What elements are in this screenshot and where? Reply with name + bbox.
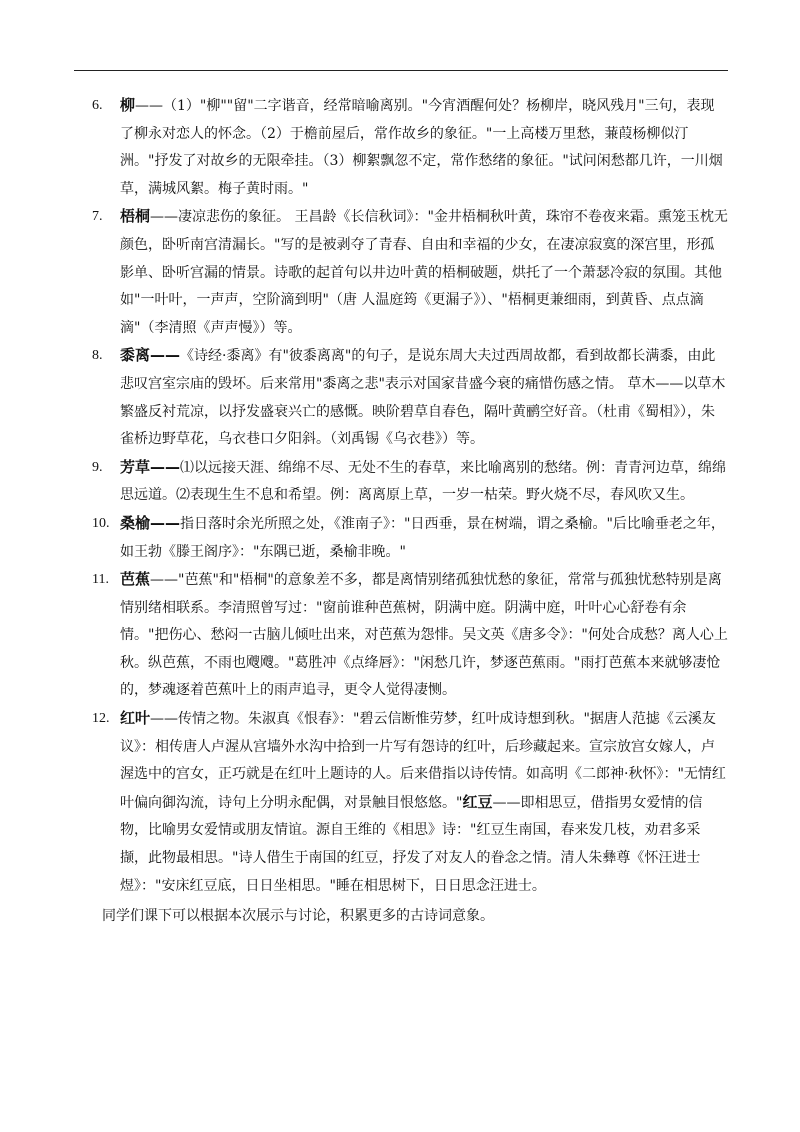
closing-paragraph: 同学们课下可以根据本次展示与讨论，积累更多的古诗词意象。 [102,908,494,925]
item-text: ——传情之物。朱淑真《恨春》："碧云信断惟劳梦，红叶成诗想到秋。"据唐人范摅《云溪友议》：相传唐人卢渥从宫墙外水沟中拾到一片写有怨诗的红叶，后珍藏起来。宣宗放宫女嫁人，卢渥选中的宫女，正巧就是在红叶上题诗的人。后来借指以诗传情。如高明《二郎神·秋怀》："无情红叶偏向御沟流，诗句上分明永配偶，对景触目恨悠悠。" [120,711,726,811]
item-number: 9. [92,459,103,475]
item-number: 8. [92,348,103,364]
header-rule [74,70,728,71]
item-number: 7. [92,209,103,225]
list-item-9 [92,454,728,510]
list-item-7 [92,203,728,342]
item-text-secondary: ——即相思豆，借指男女爱情的信物，比喻男女爱情或朋友情谊。源自王维的《相思》诗："红豆生南国，春来发几枝，劝君多采撷，此物最相思。"诗人借生于南国的红豆，抒发了对友人的眷念之情。清人朱彝尊《怀汪进士煜》："安床红豆底，日日坐相思。"睡在相思树下，日日思念汪进士。 [120,794,703,894]
item-text: 《诗经·黍离》有"彼黍离离"的句子，是说东周大夫过西周故都，看到故都长满黍，由此悲叹宫室宗庙的毁坏。后来常用"黍离之悲"表示对国家昔盛今衰的痛惜伤感之情。 草木——以草木繁盛反衬荒凉，以抒发盛衰兴亡的感慨。映阶碧草自春色，隔叶黄鹂空好音。（杜甫《蜀相》），朱雀桥边野草花，乌衣巷口夕阳斜。（刘禹锡《乌衣巷》）等。 [120,348,726,448]
item-number: 12. [92,711,110,727]
item-text: ——（1）"柳""留"二字谐音，经常暗喻离别。"今宵酒醒何处？杨柳岸，晓风残月"三句，表现了柳永对恋人的怀念。（2）于檐前屋后，常作故乡的象征。"一上高楼万里愁，蒹葭杨柳似汀洲。"抒发了对故乡的无限牵挂。（3）柳絮飘忽不定，常作愁绪的象征。"试问闲愁都几许，一川烟草，满城风絮。梅子黄时雨。" [120,98,723,197]
item-number: 10. [92,515,110,531]
list-item-10 [92,510,728,566]
item-term-secondary: 红豆 [462,792,493,811]
list-item-6 [92,92,728,203]
item-term: 桑榆—— [120,513,181,532]
list-item-8 [92,342,728,453]
document-body [92,92,728,930]
item-text: ⑴以远接天涯、绵绵不尽、无处不生的春草，来比喻离别的愁绪。例：青青河边草，绵绵思远道。⑵表现生生不息和希望。例：离离原上草，一岁一枯荣。野火烧不尽，春风吹又生。 [120,459,727,504]
item-term: 芳草—— [120,457,181,476]
item-number: 11. [92,572,109,588]
item-term: 红叶 [120,709,151,728]
list-item-11 [92,566,728,705]
item-term: 芭蕉 [120,570,151,589]
item-term: 柳 [120,96,136,114]
list-item-12 [92,705,728,900]
item-text: ——"芭蕉"和"梧桐"的意象差不多，都是离情别绪孤独忧愁的象征，常常与孤独忧愁特别是离情别绪相联系。李清照曾写过："窗前谁种芭蕉树，阴满中庭。阴满中庭，叶叶心心舒卷有余情。"把伤心、愁闷一古脑儿倾吐出来，对芭蕉为怨悱。吴文英《唐多令》："何处合成愁？离人心上秋。纵芭蕉，不雨也飕飕。"葛胜冲《点绛唇》："闲愁几许，梦逐芭蕉雨。"雨打芭蕉本来就够凄怆的，梦魂逐着芭蕉叶上的雨声追寻，更令人觉得凄恻。 [120,572,728,699]
item-term: 梧桐 [120,207,151,226]
item-number: 6. [92,98,103,113]
item-term: 黍离—— [120,346,181,365]
item-text: 指日落时余光所照之处，《淮南子》："日西垂，景在树端，谓之桑榆。"后比喻垂老之年，如王勃《滕王阁序》："东隅已逝，桑榆非晚。" [120,515,725,560]
item-text: ——凄凉悲伤的象征。 王昌龄《长信秋词》："金井梧桐秋叶黄，珠帘不卷夜来霜。熏笼玉枕无颜色，卧听南宫清漏长。"写的是被剥夺了青春、自由和幸福的少女，在凄凉寂寞的深宫里，形孤影单、卧听宫漏的情景。诗歌的起首句以井边叶黄的梧桐破题，烘托了一个萧瑟冷寂的氛围。其他如"一叶叶，一声声，空阶滴到明"（唐 人温庭筠《更漏子》）、"梧桐更兼细雨，到黄昏、点点滴滴"（李清照《声声慢》）等。 [120,209,728,336]
